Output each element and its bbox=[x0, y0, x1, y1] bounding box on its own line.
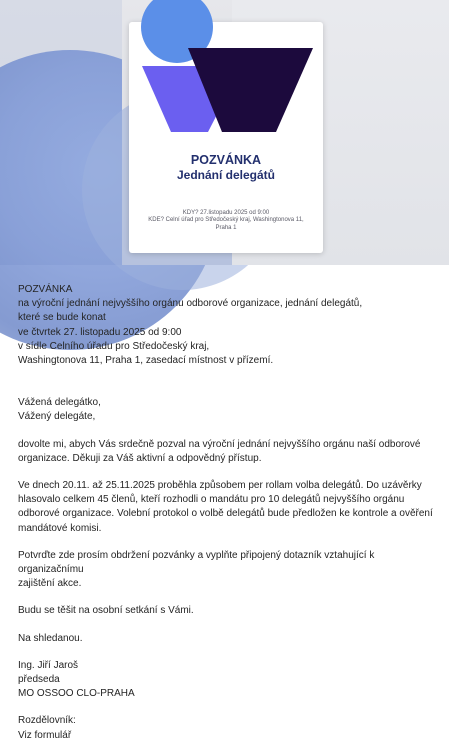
paragraph-line: Potvrďte zde prosím obdržení pozvánky a vyplňte připojený dotazník vztahující k organizačnímu bbox=[18, 549, 375, 576]
closing-line: Budu se těšit na osobní setkání s Vámi. bbox=[18, 605, 194, 617]
header-line: Washingtonova 11, Praha 1, zasedací místnost v přízemí. bbox=[18, 355, 274, 367]
card-where-text: KDE? Celní úřad pro Středočeský kraj, Washingtonova 11, Praha 1 bbox=[148, 217, 304, 231]
paragraph-line: dovolte mi, abych Vás srdečně pozval na výroční jednání nejvyššího orgánu naší odborové bbox=[18, 438, 421, 450]
paragraph-line: Ve dnech 20.11. až 25.11.2025 proběhla způsobem per rollam volba delegátů. Do uzávěrky bbox=[18, 480, 422, 492]
paragraph-line: zajištění akce. bbox=[18, 578, 82, 590]
invitation-graphic bbox=[129, 22, 323, 150]
greeting-line: Vážený delegáte, bbox=[18, 411, 96, 423]
paragraph-line: hlasovalo celkem 45 členů, kteří rozhodli o mandátu pro 10 delegátů nejvyššího orgánu bbox=[18, 494, 405, 506]
card-when-text: KDY? 27.listopadu 2025 od 9:00 bbox=[182, 210, 270, 216]
signature-line: předseda bbox=[18, 674, 60, 686]
paragraph-line: odborové organizace. Volební protokol o volbě delegátů bude předložen ke kontrole a ověření bbox=[18, 508, 433, 520]
header-banner bbox=[0, 0, 449, 265]
card-title: POZVÁNKA bbox=[190, 153, 262, 167]
header-line: POZVÁNKA bbox=[18, 284, 73, 295]
greeting-line: Vážená delegátko, bbox=[18, 397, 101, 409]
signature-line: Ing. Jiří Jaroš bbox=[18, 659, 79, 671]
header-line: které se bude konat bbox=[18, 312, 106, 324]
paragraph-line: organizace. Děkuji za Váš aktivní a odpovědný přístup. bbox=[18, 452, 262, 464]
header-line: na výroční jednání nejvyššího orgánu odborové organizace, jednání delegátů, bbox=[18, 298, 363, 310]
distribution-line: Rozdělovník: bbox=[18, 715, 76, 727]
message-body bbox=[18, 283, 438, 743]
distribution-line: Viz formulář bbox=[18, 729, 72, 741]
signature-line: MO OSSOO CLO-PRAHA bbox=[18, 688, 135, 700]
paragraph-line: mandátové komisi. bbox=[18, 522, 102, 534]
card-subtitle: Jednání delegátů bbox=[176, 168, 276, 182]
invitation-card-image bbox=[129, 22, 323, 253]
header-line: ve čtvrtek 27. listopadu 2025 od 9:00 bbox=[18, 326, 182, 338]
closing-line: Na shledanou. bbox=[18, 632, 83, 644]
header-line: v sídle Celního úřadu pro Středočeský kraj, bbox=[18, 340, 210, 352]
